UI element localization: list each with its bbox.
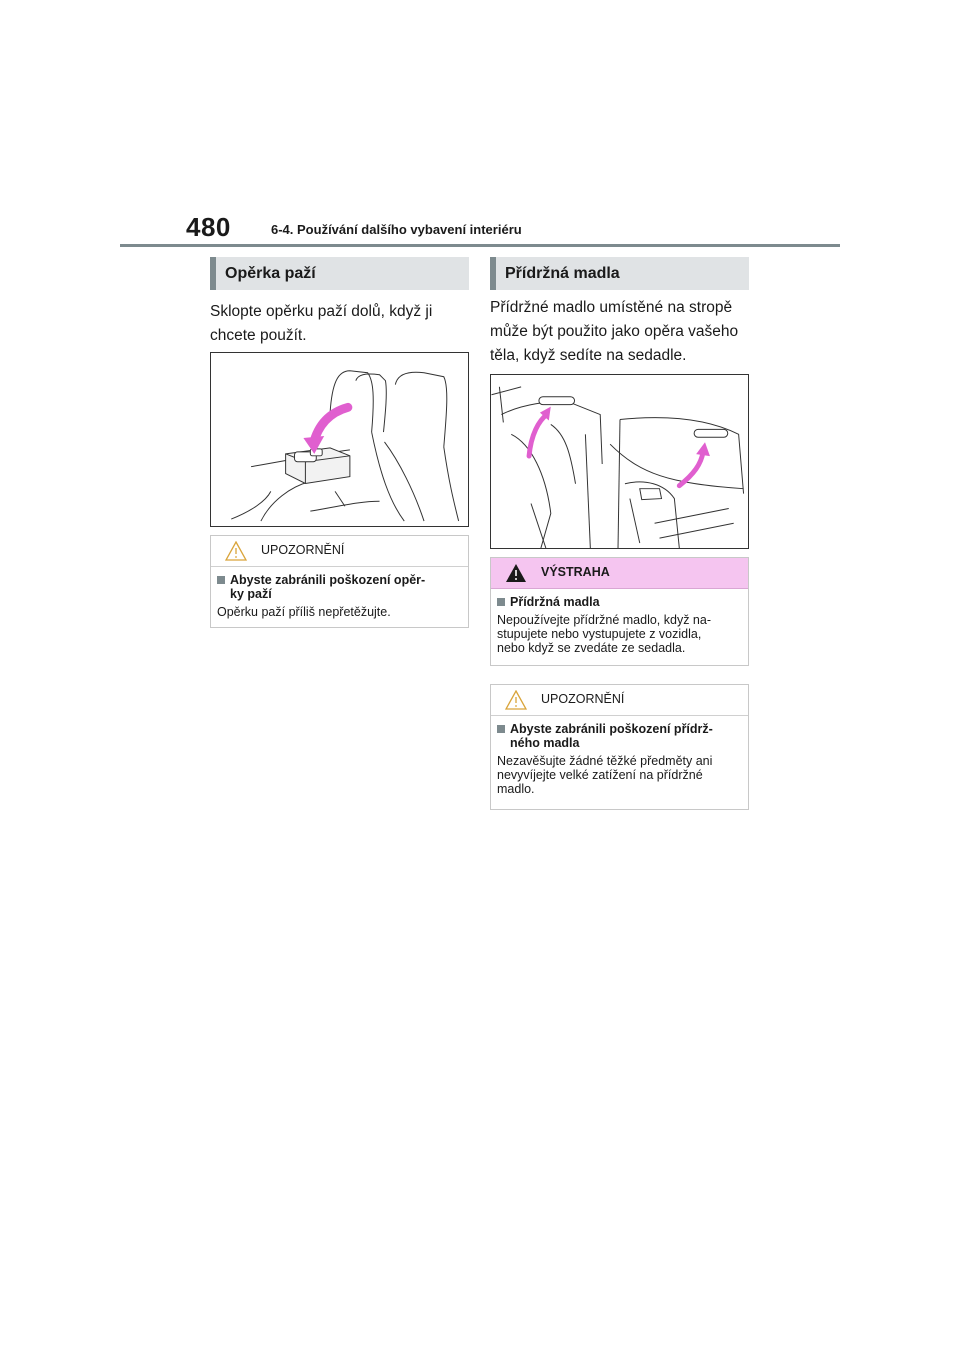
caution-text-line: madlo. bbox=[497, 782, 535, 796]
caution-box-armrest bbox=[210, 535, 469, 628]
warning-triangle-icon bbox=[505, 563, 527, 583]
caution-label: UPOZORNĚNÍ bbox=[261, 543, 345, 557]
warning-title-text: Přídržná madla bbox=[510, 595, 600, 609]
section-heading-assist-grip bbox=[490, 257, 749, 290]
armrest-drawing bbox=[211, 353, 468, 526]
paragraph-line: může být použito jako opěra vašeho bbox=[490, 323, 739, 340]
warning-box-assist-grip bbox=[490, 557, 749, 666]
assist-grip-paragraph bbox=[490, 296, 752, 368]
armrest-illustration bbox=[210, 352, 469, 527]
assist-grip-illustration bbox=[490, 374, 749, 549]
warning-label: VÝSTRAHA bbox=[541, 565, 610, 579]
warning-text-line: Nepoužívejte přídržné madlo, když na- bbox=[497, 613, 711, 627]
caution-title-line: ky paží bbox=[230, 587, 272, 601]
square-bullet-icon bbox=[217, 576, 225, 584]
warning-text bbox=[497, 613, 743, 655]
armrest-paragraph bbox=[210, 300, 469, 348]
caution-text bbox=[497, 754, 743, 796]
caution-title-line: Abyste zabránili poškození opěr- bbox=[230, 573, 426, 587]
chapter-title: 6-4. Používání dalšího vybavení interiéru bbox=[271, 222, 522, 237]
section-heading-label: Přídržná madla bbox=[505, 265, 620, 282]
square-bullet-icon bbox=[497, 725, 505, 733]
caution-label: UPOZORNĚNÍ bbox=[541, 692, 625, 706]
paragraph-line: těla, když sedíte na sedadle. bbox=[490, 347, 687, 364]
caution-header bbox=[211, 536, 468, 567]
paragraph-line: Přídržné madlo umístěné na stropě bbox=[490, 299, 733, 316]
section-heading-armrest bbox=[210, 257, 469, 290]
caution-text: Opěrku paží příliš nepřetěžujte. bbox=[217, 605, 391, 619]
caution-triangle-icon bbox=[225, 541, 247, 561]
caution-text-line: Nezavěšujte žádné těžké předměty ani bbox=[497, 754, 713, 768]
header-divider bbox=[120, 244, 840, 247]
paragraph-line: Sklopte opěrku paží dolů, když ji bbox=[210, 303, 433, 320]
caution-title bbox=[215, 573, 463, 601]
page-number: 480 bbox=[186, 212, 231, 242]
caution-header bbox=[491, 685, 748, 716]
caution-title bbox=[495, 722, 743, 750]
caution-title-line: Abyste zabránili poškození přídrž- bbox=[510, 722, 713, 736]
assist-grip-drawing bbox=[491, 375, 748, 548]
section-heading-label: Opěrka paží bbox=[225, 265, 316, 282]
caution-title-line: ného madla bbox=[510, 736, 580, 750]
warning-title bbox=[495, 595, 743, 609]
square-bullet-icon bbox=[497, 598, 505, 606]
warning-header bbox=[491, 558, 748, 589]
caution-box-assist-grip bbox=[490, 684, 749, 810]
caution-text-line: nevyvíjejte velké zatížení na přídržné bbox=[497, 768, 703, 782]
caution-triangle-icon bbox=[505, 690, 527, 710]
warning-text-line: nebo když se zvedáte ze sedadla. bbox=[497, 641, 686, 655]
paragraph-line: chcete použít. bbox=[210, 327, 307, 344]
warning-text-line: stupujete nebo vystupujete z vozidla, bbox=[497, 627, 702, 641]
